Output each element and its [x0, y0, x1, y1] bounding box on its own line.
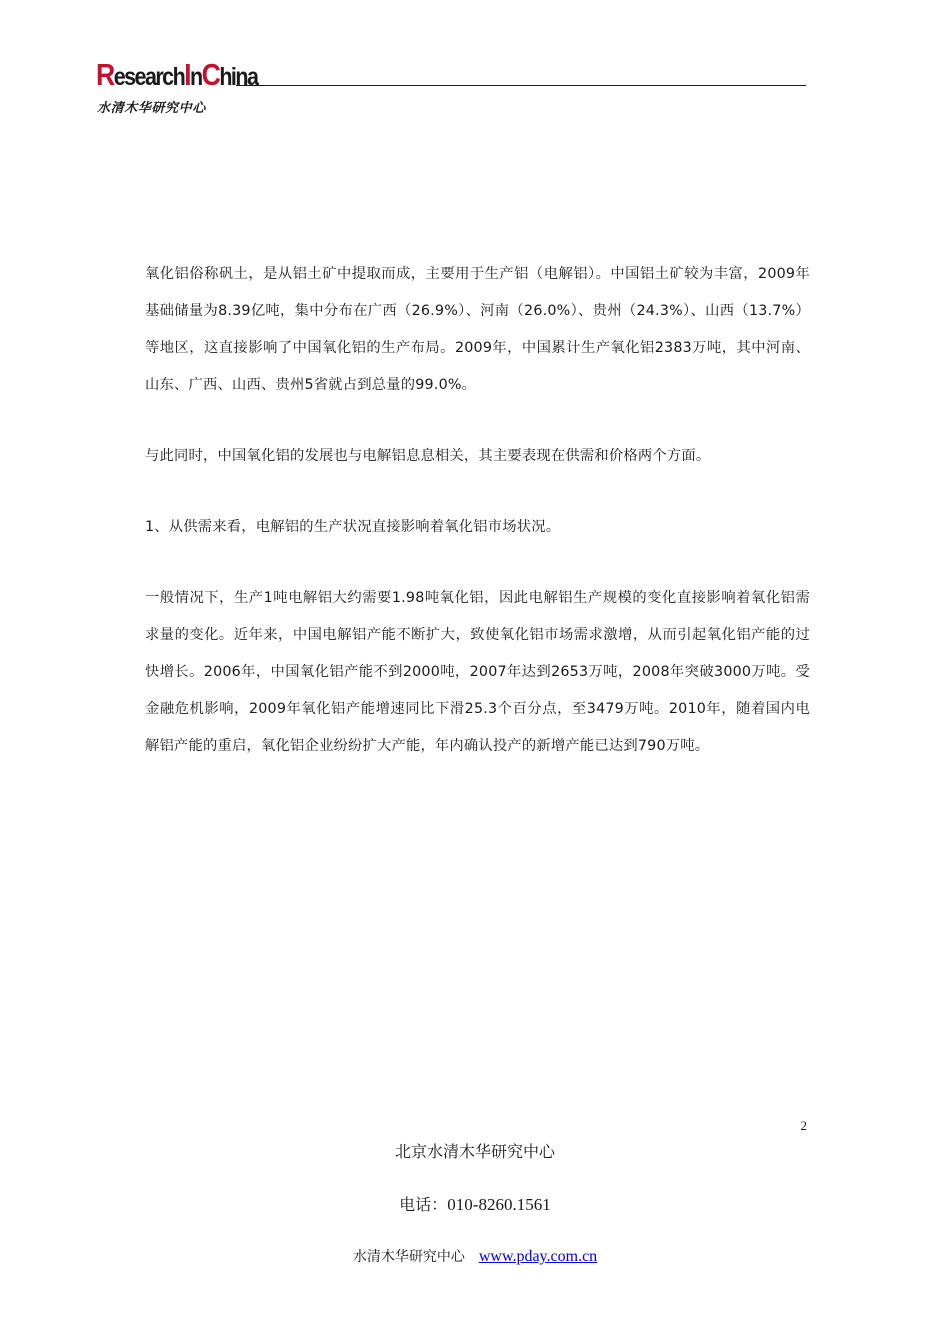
footer-website-link[interactable]: www.pday.com.cn: [478, 1248, 598, 1265]
footer-web: [0, 1246, 950, 1266]
footer-phone-number: 010-8260.1561: [447, 1195, 551, 1214]
logo-text-esearch: esearch: [113, 63, 185, 91]
page-number: 2: [800, 1118, 807, 1133]
header-divider: [236, 85, 806, 86]
logo-letter-c: C: [201, 57, 220, 92]
logo-chinese-name: 水清木华研究中心: [97, 101, 206, 116]
logo-text-n: n: [190, 63, 202, 91]
paragraph-4: 一般情况下，生产1吨电解铝大约需要1.98吨氧化铝，因此电解铝生产规模的变化直接影响着氧化铝需求量的变化。近年来，中国电解铝产能不断扩大，致使氧化铝市场需求激增，从而引起氧化铝产能的过快增长。2006年，中国氧化铝产能不到2000吨，2007年达到2653万吨，2008年突破3000万吨。受金融危机影响，2009年氧化铝产能增速同比下滑25.3个百分点，至3479万吨。2010年，随着国内电解铝产能的重启，氧化铝企业纷纷扩大产能，年内确认投产的新增产能已达到790万吨。: [145, 590, 810, 754]
footer-web-org: 水清木华研究中心: [352, 1249, 465, 1265]
logo-letter-r: R: [96, 57, 114, 92]
logo-text-hina: hina: [219, 63, 258, 91]
logo-wordmark: [96, 57, 258, 92]
footer-phone-label: 电话：: [399, 1195, 448, 1214]
logo: [96, 57, 258, 118]
paragraph-3: 1、从供需来看，电解铝的生产状况直接影响着氧化铝市场状况。: [145, 519, 561, 535]
paragraph-1: 氧化铝俗称矾土，是从铝土矿中提取而成，主要用于生产铝（电解铝）。中国铝土矿较为丰富，2009年基础储量为8.39亿吨，集中分布在广西（26.9%）、河南（26.0%）、贵州（24.3%）、山西（13.7%）等地区，这直接影响了中国氧化铝的生产布局。2009年，中国累计生产氧化铝2383万吨，其中河南、山东、广西、山西、贵州5省就占到总量的99.0%。: [145, 266, 810, 393]
logo-letter-i: I: [184, 57, 191, 92]
document-body: [145, 256, 810, 799]
paragraph-2: 与此同时，中国氧化铝的发展也与电解铝息息相关，其主要表现在供需和价格两个方面。: [145, 448, 711, 464]
footer-phone: [0, 1192, 950, 1215]
footer-org-name: 北京水清木华研究中心: [394, 1142, 555, 1161]
